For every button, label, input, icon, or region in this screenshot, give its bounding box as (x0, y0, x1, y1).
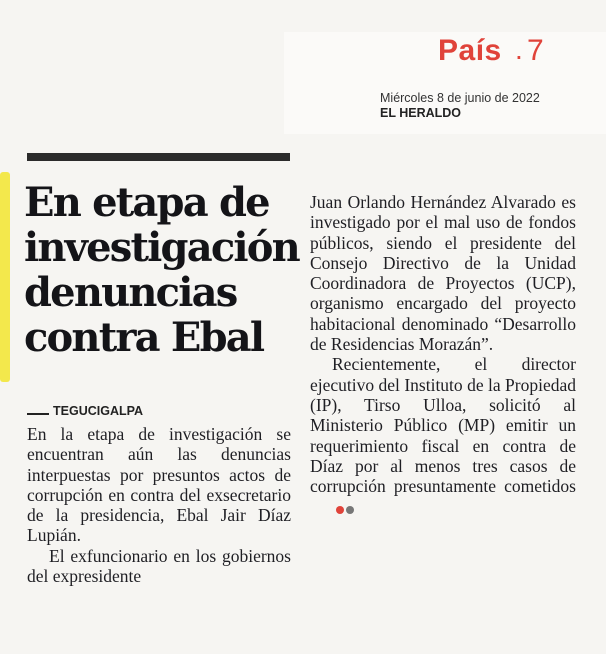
headline-line: denuncias (24, 269, 237, 316)
article-paragraph: El exfuncionario en los gobiernos del expresidente (27, 545, 291, 587)
section-name: País (438, 34, 502, 67)
section-separator: . (515, 34, 523, 65)
dateline-rule (27, 413, 49, 415)
newspaper-name: EL HERALDO (380, 106, 462, 120)
headline-top-rule (27, 153, 290, 161)
headline-line: investigación (24, 224, 299, 271)
article-paragraph: En la etapa de investigación se encuentran aún las denuncias interpuestas por presuntos actos de corrupción en contra del exsecretario de la presidencia, Ebal Jair Díaz Lupián. (27, 424, 291, 546)
dateline: TEGUCIGALPA (53, 404, 144, 418)
page-number: 7 (527, 34, 544, 67)
article-column-left (27, 424, 291, 586)
highlighter-mark (0, 172, 10, 382)
headline-line: En etapa de (24, 179, 269, 226)
article-headline (24, 179, 299, 361)
end-of-article-icon (314, 498, 356, 518)
headline-line: contra Ebal (24, 314, 264, 361)
article-paragraph-text: Recientemente, el director ejecutivo del Instituto de la Propiedad (IP), Tirso Ulloa, solicitó al Ministerio Público (MP) emitir un requerimiento fiscal en contra de Díaz por al menos tres casos de corrupción presuntamente cometidos (310, 354, 576, 497)
article-paragraph: Juan Orlando Hernández Alvarado es investigado por el mal uso de fondos públicos, siendo el presidente del Consejo Directivo de la Unidad Coordinadora de Proyectos (UCP), organismo encargado del proyecto habitacional denominado “Desarrollo de Residencias Morazán”. (310, 192, 576, 355)
article-paragraph (310, 354, 576, 518)
article-column-right (310, 192, 576, 519)
publication-date: Miércoles 8 de junio de 2022 (380, 91, 540, 105)
